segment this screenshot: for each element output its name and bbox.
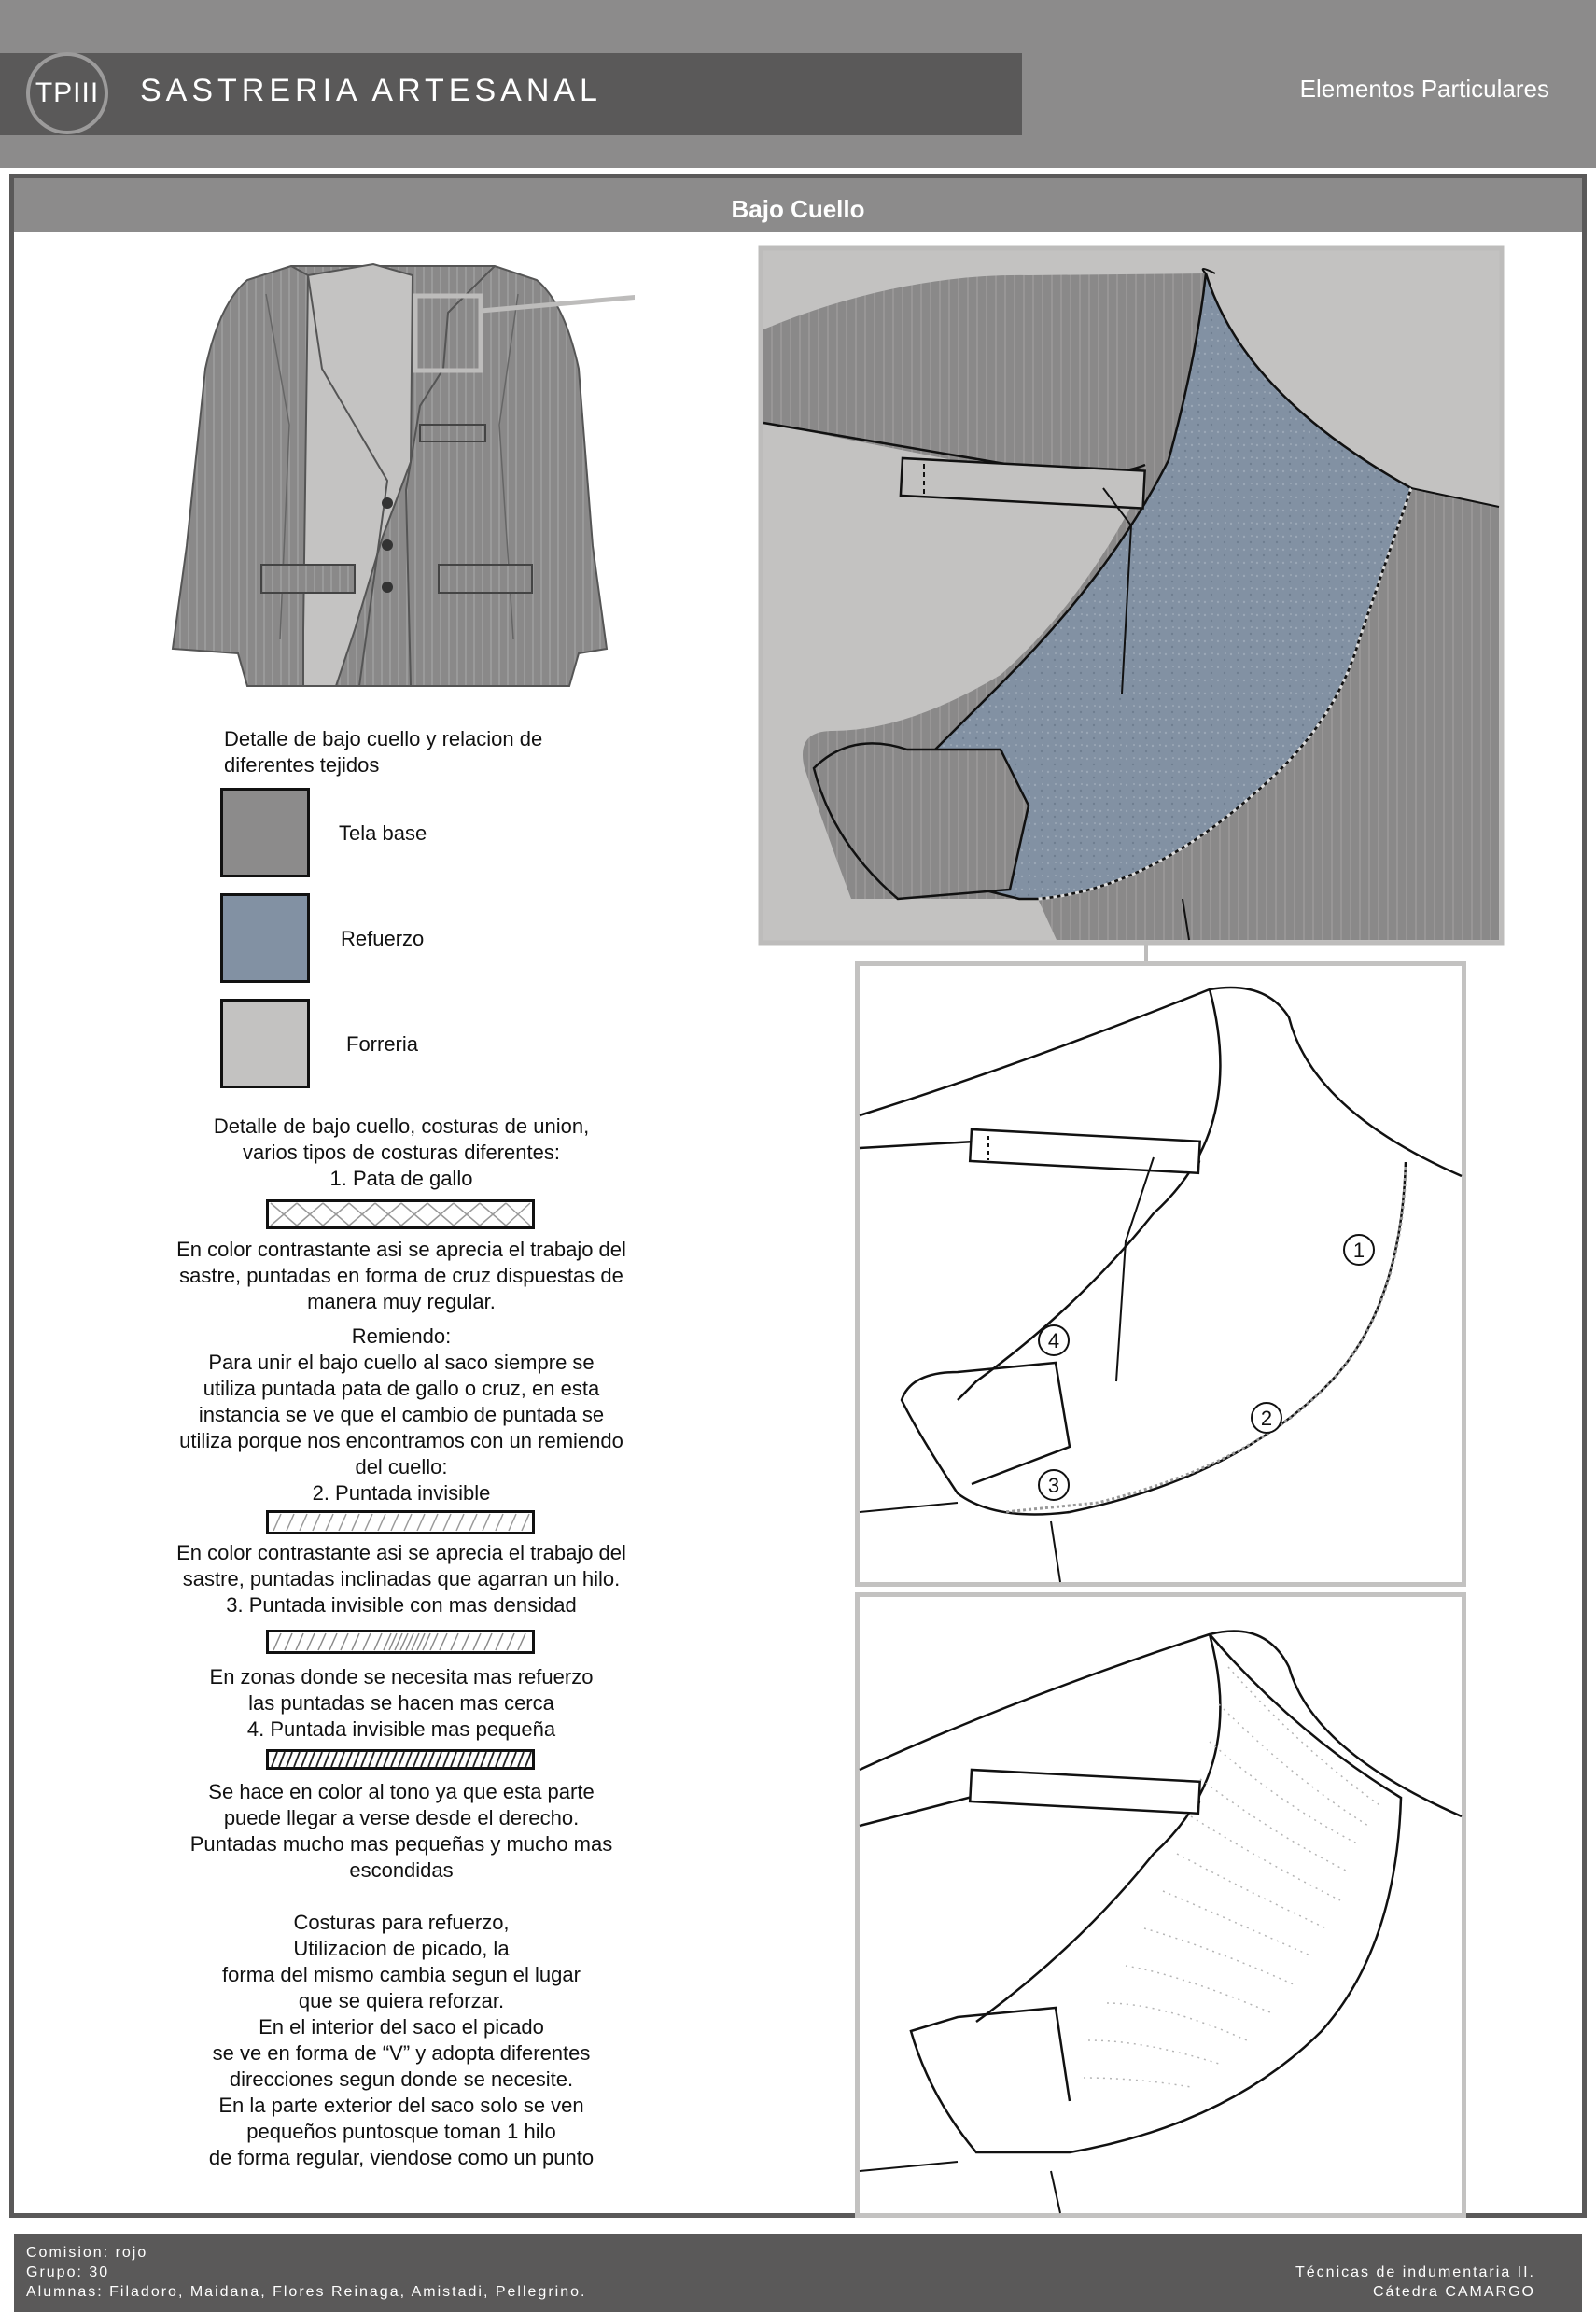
- header-under-bar: [0, 135, 1596, 168]
- text-line: 4. Puntada invisible mas pequeña: [246, 1717, 556, 1741]
- legend-label-refuerzo: Refuerzo: [341, 927, 425, 950]
- legend-intro-line: diferentes tejidos: [224, 753, 380, 777]
- page-title: SASTRERIA ARTESANAL: [140, 73, 602, 108]
- text-block-costuras: [131, 1114, 672, 1192]
- stitch-sample-invisible-dense: [266, 1630, 535, 1654]
- swatch-refuerzo: [220, 893, 310, 983]
- text-line: 2. Puntada invisible: [312, 1481, 491, 1505]
- text-line: de forma regular, viendose como un punto: [208, 2146, 595, 2169]
- marker-3: 3: [1047, 1474, 1060, 1497]
- collar-diagram-picado: [855, 1592, 1466, 2218]
- text-line: utiliza puntada pata de gallo o cruz, en esta: [203, 1377, 600, 1400]
- text-line: Remiendo:: [351, 1324, 452, 1348]
- text-line: Costuras para refuerzo,: [293, 1911, 510, 1934]
- marker-2: 2: [1260, 1407, 1273, 1430]
- text-line: Se hace en color al tono ya que esta parte: [208, 1780, 595, 1803]
- text-block-refuerzo: [131, 1664, 672, 1743]
- text-block-remiendo: [131, 1324, 672, 1506]
- text-line: se ve en forma de “V” y adopta diferentes: [212, 2041, 591, 2065]
- text-line: sastre, puntadas inclinadas que agarran un hilo.: [182, 1567, 621, 1590]
- collar-detail-colored: [758, 245, 1505, 946]
- logo-badge: [26, 52, 108, 134]
- jacket-illustration: [168, 238, 635, 714]
- text-line: forma del mismo cambia segun el lugar: [222, 1963, 581, 1986]
- footer-grupo: Grupo: 30: [26, 2264, 110, 2280]
- text-line: En color contrastante asi se aprecia el trabajo del: [176, 1541, 626, 1564]
- footer-course-name: Técnicas de indumentaria II.: [1295, 2264, 1535, 2280]
- text-line: En el interior del saco el picado: [259, 2015, 544, 2039]
- stitch-sample-invisible: [266, 1510, 535, 1534]
- swatch-tela-base: [220, 788, 310, 877]
- text-line: Puntadas mucho mas pequeñas y mucho mas: [189, 1832, 613, 1856]
- text-block-picado: [131, 1910, 672, 2171]
- text-line: que se quiera reforzar.: [298, 1989, 505, 2012]
- panel-title: Bajo Cuello: [731, 195, 865, 223]
- swatch-forreria: [220, 999, 310, 1088]
- text-line: del cuello:: [355, 1455, 448, 1478]
- text-line: Para unir el bajo cuello al saco siempre se: [208, 1351, 595, 1374]
- text-line: sastre, puntadas en forma de cruz dispuestas de: [179, 1264, 623, 1287]
- footer-course: [1195, 2263, 1535, 2302]
- text-line: pequeños puntosque toman 1 hilo: [246, 2120, 556, 2143]
- text-line: instancia se ve que el cambio de puntada se: [198, 1403, 605, 1426]
- text-block-invisible: [131, 1540, 672, 1618]
- marker-4: 4: [1047, 1329, 1060, 1352]
- legend-intro: [224, 726, 579, 778]
- text-line: manera muy regular.: [307, 1290, 496, 1313]
- marker-1: 1: [1352, 1239, 1365, 1262]
- text-line: 3. Puntada invisible con mas densidad: [226, 1593, 577, 1617]
- text-line: En zonas donde se necesita mas refuerzo: [209, 1665, 594, 1688]
- text-line: Detalle de bajo cuello, costuras de union,: [213, 1114, 590, 1138]
- text-line: escondidas: [349, 1858, 454, 1882]
- logo-text: TPIII: [35, 77, 100, 108]
- text-line: puede llegar a verse desde el derecho.: [223, 1806, 580, 1829]
- text-line: las puntadas se hacen mas cerca: [248, 1691, 554, 1715]
- text-block-pata-de-gallo: [131, 1237, 672, 1315]
- legend-label-forreria: Forreria: [346, 1032, 419, 1056]
- text-line: direcciones segun donde se necesite.: [229, 2067, 574, 2091]
- section-name: Elementos Particulares: [1299, 75, 1549, 103]
- text-block-pequena: [131, 1779, 672, 1884]
- footer-credits: [26, 2243, 586, 2302]
- footer-comision: Comision: rojo: [26, 2245, 148, 2261]
- text-line: En la parte exterior del saco solo se ven: [218, 2094, 584, 2117]
- collar-diagram-seams: [855, 961, 1466, 1587]
- text-line: 1. Pata de gallo: [329, 1167, 473, 1190]
- stitch-sample-pata-de-gallo: [266, 1199, 535, 1229]
- footer-catedra: Cátedra CAMARGO: [1372, 2284, 1535, 2300]
- stitch-sample-invisible-small: [266, 1749, 535, 1770]
- top-bar: [0, 0, 1596, 53]
- legend-intro-line: Detalle de bajo cuello y relacion de: [224, 727, 543, 750]
- legend-label-tela-base: Tela base: [339, 821, 427, 845]
- text-line: Utilizacion de picado, la: [293, 1937, 510, 1960]
- text-line: varios tipos de costuras diferentes:: [243, 1141, 560, 1164]
- footer-alumnas: Alumnas: Filadoro, Maidana, Flores Reinaga, Amistadi, Pellegrino.: [26, 2284, 587, 2300]
- text-line: utiliza porque nos encontramos con un remiendo: [179, 1429, 623, 1452]
- text-line: En color contrastante asi se aprecia el trabajo del: [176, 1238, 626, 1261]
